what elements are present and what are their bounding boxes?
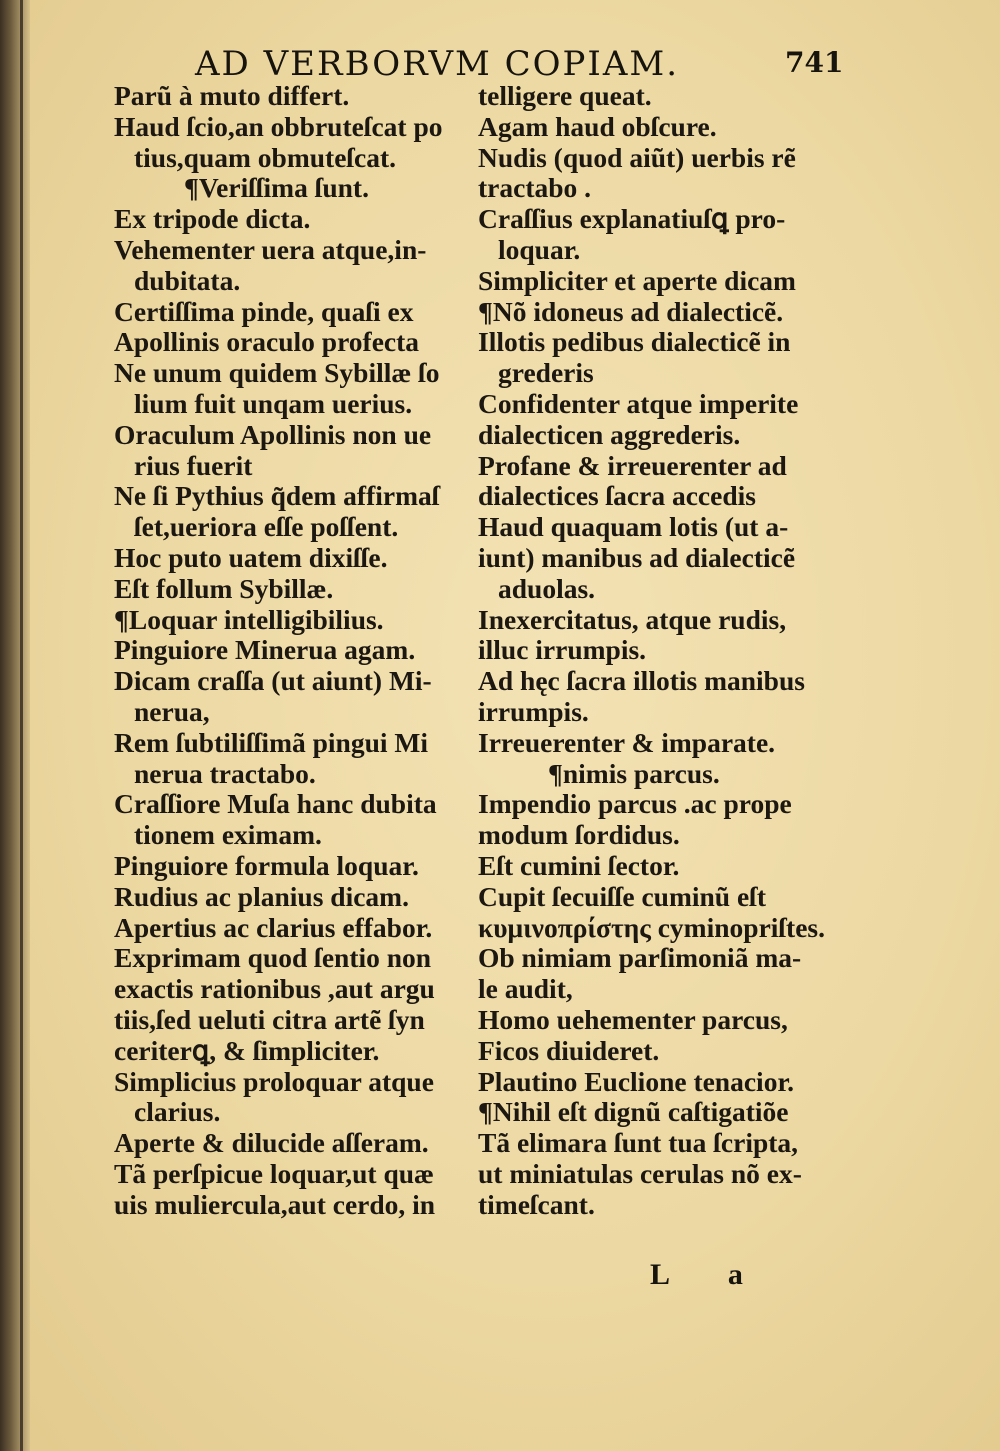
text-line: Eſt cumini ſector. [478,849,680,881]
text-line: ¶nimis parcus. [548,757,720,789]
text-line: Eſt follum Sybillæ. [114,572,334,604]
text-line: Hoc puto uatem dixiſſe. [114,541,388,573]
text-line: Irreuerenter & imparate. [478,726,776,758]
text-line: Agam haud obſcure. [478,110,717,142]
text-line: Illotis pedibus dialecticẽ in [478,326,791,358]
text-line: loquar. [498,233,581,265]
text-line: dialecticen aggrederis. [478,418,741,450]
text-line: modum ſordidus. [478,819,680,851]
text-line: rius fuerit [134,449,253,481]
text-line: Confidenter atque imperite [478,387,799,419]
text-line: Haud quaquam lotis (ut a- [478,511,789,543]
signature-mark: L a [650,1258,769,1291]
running-title: AD VERBORVM COPIAM. [195,44,680,84]
text-line: nerua, [134,695,210,727]
right-text-column [478,81,850,1220]
text-line: Simpliciter et aperte dicam [478,264,796,296]
text-line: Cupit ſecuiſſe cuminũ eſt [478,880,766,912]
text-line: ¶Veriſſima ſunt. [184,172,369,204]
text-line: clarius. [134,1096,221,1128]
text-line: irrumpis. [478,695,589,727]
text-line: dialectices ſacra accedis [478,480,756,512]
text-line: lium fuit unqam uerius. [134,387,413,419]
text-line: telligere queat. [478,80,652,111]
text-line: Inexercitatus, atque rudis, [478,603,787,635]
text-line: dubitata. [134,264,241,296]
text-line: Homo uehementer parcus, [478,1003,788,1035]
text-line: Ne ſi Pythius q̃dem affirmaſ [114,480,440,512]
text-line: Oraculum Apollinis non ue [114,418,432,450]
text-line: grederis [498,357,594,389]
text-line: Rem ſubtiliſſimã pingui Mi [114,726,428,758]
text-line: exactis rationibus ,aut argu [114,973,435,1005]
binding-edge [20,0,23,1451]
text-line: Pinguiore formula loquar. [114,849,419,881]
text-line: Apollinis oraculo profecta [114,326,420,358]
text-line: tius,quam obmuteſcat. [134,141,397,173]
text-line: le audit, [478,973,573,1005]
text-line: uis muliercula,aut cerdo, in [114,1188,436,1220]
text-line: Certiſſima pinde, quaſi ex [114,295,414,327]
text-line: Ob nimiam parſimoniã ma- [478,942,802,974]
text-line: ¶Nõ idoneus ad dialecticẽ. [478,295,784,327]
text-line: κυμινοπρίστης cyminopriſtes. [478,911,825,943]
text-line: ſet,ueriora eſſe poſſent. [134,511,399,543]
text-line: Vehementer uera atque,in- [114,233,427,265]
text-line: tiis,ſed ueluti citra artẽ ſyn [114,1003,425,1035]
text-line: ¶Loquar intelligibilius. [114,603,384,635]
text-line: Simplicius proloquar atque [114,1065,434,1097]
text-line: ¶Nihil eſt dignũ caſtigatiõe [478,1096,789,1128]
text-line: ceriterꝗ, & ſimpliciter. [114,1034,380,1066]
book-gutter [0,0,30,1451]
text-line: Plautino Euclione tenacior. [478,1065,795,1097]
text-line: ut miniatulas cerulas nõ ex- [478,1157,802,1189]
left-text-column [114,81,476,1220]
text-line: Nudis (quod aiũt) uerbis rẽ [478,141,796,173]
text-line: Ficos diuideret. [478,1034,660,1066]
text-line: Craſſius explanatiuſꝗ pro- [478,203,786,235]
text-line: Ne unum quidem Sybillæ ſo [114,357,440,389]
text-line: Tã perſpicue loquar,ut quæ [114,1157,434,1189]
text-line: Ad hęc ſacra illotis manibus [478,665,805,697]
text-line: timeſcant. [478,1188,595,1220]
text-line: Rudius ac planius dicam. [114,880,409,912]
text-line: iunt) manibus ad dialecticẽ [478,541,796,573]
text-line: Parũ à muto differt. [114,80,350,111]
text-line: tractabo . [478,172,592,204]
text-line: Pinguiore Minerua agam. [114,634,416,666]
text-line: Aperte & dilucide aſſeram. [114,1127,429,1159]
text-line: Profane & irreuerenter ad [478,449,787,481]
text-line: aduolas. [498,572,596,604]
text-line: Craſſiore Muſa hanc dubita [114,788,437,820]
text-line: Dicam craſſa (ut aiunt) Mi- [114,665,432,697]
text-line: Ex tripode dicta. [114,203,311,235]
page-number: 741 [785,46,844,79]
text-line: Apertius ac clarius effabor. [114,911,433,943]
text-line: illuc irrumpis. [478,634,647,666]
text-line: Haud ſcio,an obbruteſcat po [114,110,443,142]
text-line: Exprimam quod ſentio non [114,942,432,974]
text-line: Tã elimara ſunt tua ſcripta, [478,1127,799,1159]
text-line: tionem eximam. [134,819,322,851]
text-line: nerua tractabo. [134,757,316,789]
text-line: Impendio parcus .ac prope [478,788,792,820]
